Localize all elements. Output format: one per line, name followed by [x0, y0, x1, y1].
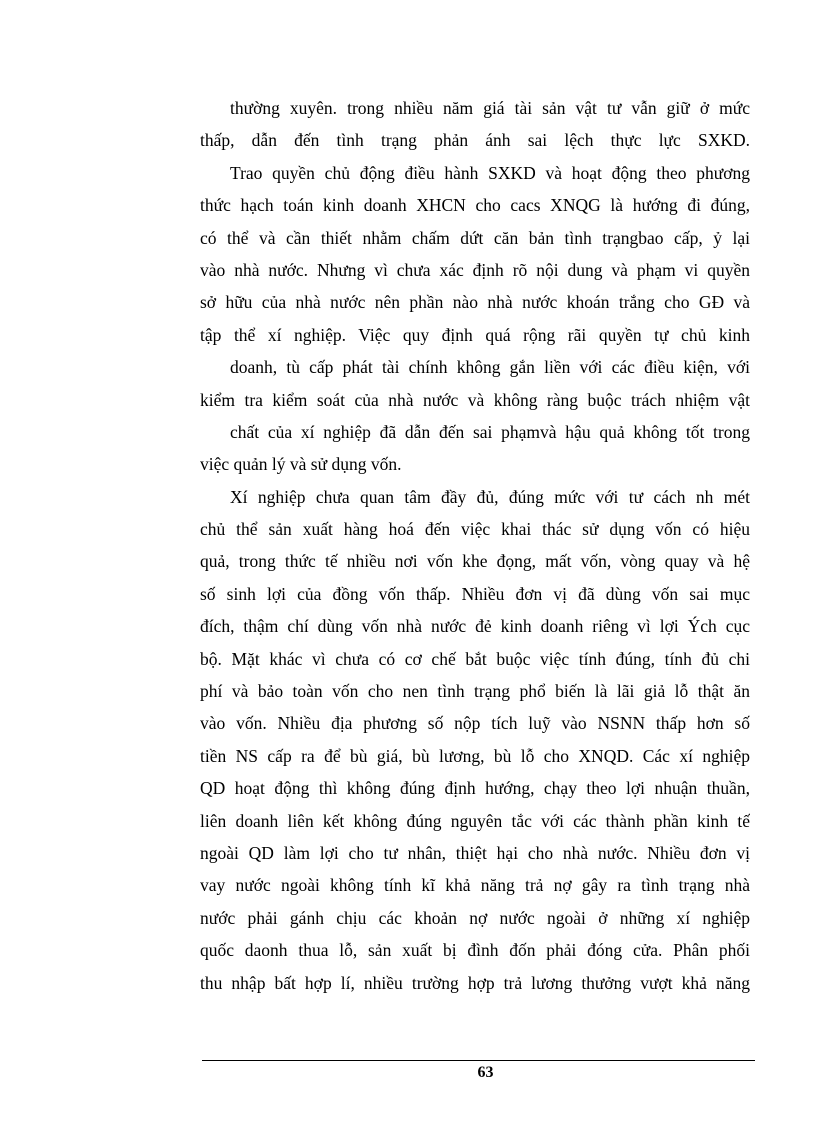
text-line: vào vốn. Nhiều địa phương số nộp tích luỹ vào NSNN thấp hơn số [200, 713, 750, 734]
text-line: vay nước ngoài không tính kĩ khả năng trả nợ gây ra tình trạng nhà [200, 875, 750, 896]
text-line: tập thể xí nghiệp. Việc quy định quá rộng rãi quyền tự chủ kinh [200, 324, 750, 345]
text-line: quốc daonh thua lỗ, sản xuất bị đình đốn phải đóng cửa. Phân phối [200, 940, 750, 961]
text-line: nước phải gánh chịu các khoản nợ nước ngoài ở những xí nghiệp [200, 907, 750, 928]
text-line: thấp, dẫn đến tình trạng phản ánh sai lệch thực lực SXKD. [200, 130, 750, 151]
text-line: thu nhập bất hợp lí, nhiều trường hợp trả lương thưởng vượt khả năng [200, 972, 750, 993]
text-line: việc quản lý và sử dụng vốn. [200, 454, 402, 475]
text-line: vào nhà nước. Nhưng vì chưa xác định rõ nội dung và phạm vi quyền [200, 259, 750, 280]
text-line: sở hữu của nhà nước nên phần nào nhà nước khoán trắng cho GĐ và [200, 292, 750, 313]
text-line: quả, trong thức tế nhiều nơi vốn khe đọng, mất vốn, vòng quay và hệ [200, 551, 750, 572]
text-line: thức hạch toán kinh doanh XHCN cho cacs XNQG là hướng đi đúng, [200, 195, 750, 216]
text-line: phí và bảo toàn vốn cho nen tình trạng phổ biến là lãi giả lỗ thật ăn [200, 681, 750, 702]
text-line: kiểm tra kiểm soát của nhà nước và không ràng buộc trách nhiệm vật [200, 389, 750, 410]
footer-divider [202, 1060, 755, 1061]
text-line: thường xuyên. trong nhiều năm giá tài sản vật tư vẫn giữ ở mức [230, 98, 750, 118]
text-line: liên doanh liên kết không đúng nguyên tắc với các thành phần kinh tế [200, 810, 750, 831]
text-line: tiền NS cấp ra để bù giá, bù lương, bù lỗ cho XNQD. Các xí nghiệp [200, 745, 750, 766]
text-line: có thể và cần thiết nhằm chấm dứt căn bản tình trạngbao cấp, ỷ lại [200, 227, 750, 248]
text-line: số sinh lợi của đồng vốn thấp. Nhiều đơn vị đã dùng vốn sai mục [200, 583, 750, 604]
text-line: đích, thậm chí dùng vốn nhà nước đẻ kinh doanh riêng vì lợi Ých cục [200, 616, 750, 637]
text-line: QD hoạt động thì không đúng định hướng, chạy theo lợi nhuận thuần, [200, 778, 750, 799]
page-number: 63 [477, 1064, 494, 1081]
text-line: Trao quyền chủ động điều hành SXKD và hoạt động theo phương [230, 162, 750, 183]
text-line: Xí nghiệp chưa quan tâm đầy đủ, đúng mức với tư cách nh mét [230, 486, 750, 507]
text-line: bộ. Mặt khác vì chưa có cơ chế bắt buộc việc tính đúng, tính đủ chi [200, 648, 750, 669]
body-text [200, 92, 750, 999]
text-line: chất của xí nghiệp đã dẫn đến sai phạmvà hậu quả không tốt trong [230, 421, 750, 442]
text-line: chủ thể sản xuất hàng hoá đến việc khai thác sử dụng vốn có hiệu [200, 519, 750, 540]
text-line: ngoài QD làm lợi cho tư nhân, thiệt hại cho nhà nước. Nhiều đơn vị [200, 842, 750, 863]
text-line: doanh, tù cấp phát tài chính không gắn liền với các điều kiện, với [230, 357, 750, 378]
